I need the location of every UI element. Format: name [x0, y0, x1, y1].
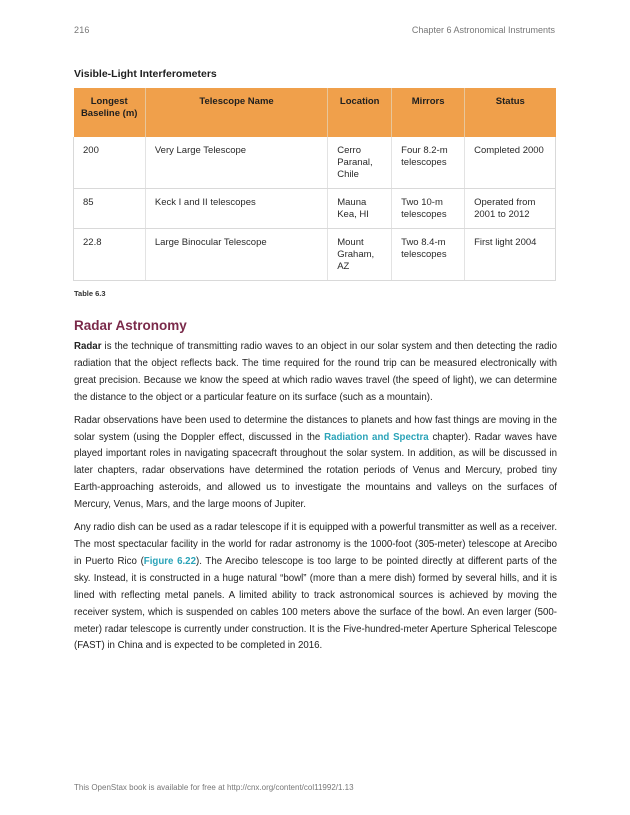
- column-header: Telescope Name: [145, 88, 327, 137]
- table-row: [74, 229, 556, 281]
- table-cell: Mount Graham, AZ: [328, 229, 392, 281]
- table-cell: 85: [74, 189, 146, 229]
- paragraph: [74, 339, 557, 407]
- table-row: [74, 189, 556, 229]
- paragraph: [74, 413, 557, 514]
- footer: This OpenStax book is available for free at http://cnx.org/content/col11992/1.13: [74, 783, 354, 792]
- figure-link[interactable]: Figure 6.22: [143, 555, 196, 567]
- section-body: [74, 339, 557, 661]
- table-cell: Mauna Kea, HI: [328, 189, 392, 229]
- table-header-row: [74, 88, 556, 137]
- paragraph-text: ). The Arecibo telescope is too large to be pointed directly at different parts of the sky. Instead, it is constructed in a huge natural “bowl” (more than a mere dish) formed by several hills, and it is lined with reflecting metal panels. A limited ability to track astronomical sources is achieved by moving the receiver system, which is suspended on cables 100 meters above the surface of the bowl. An even larger (500-meter) radar telescope is currently under construction. It is the Five-hundred-meter Aperture Spherical Telescope (FAST) in China and is expected to be completed in 2016.: [74, 555, 558, 652]
- table-cell: Two 10-m telescopes: [392, 189, 465, 229]
- paragraph-text: is the technique of transmitting radio waves to an object in our solar system and then detecting the radio radiation that the object reflects back. The time required for the round trip can be measured electronically with great precision. Because we know the speed at which radio waves travel (the speed of light), we can determine the distance to the object or a particular feature on its surface (such as a mountain).: [74, 341, 557, 403]
- table-cell: Operated from 2001 to 2012: [465, 189, 556, 229]
- chapter-link[interactable]: Radiation and Spectra: [324, 431, 429, 443]
- column-header: Mirrors: [392, 88, 465, 137]
- paragraph-text: chapter). Radar waves have played important roles in navigating spacecraft throughout the solar system. In addition, as will be discussed in later chapters, radar observations have determined the rotation periods of Venus and Mercury, probed tiny Earth-approaching asteroids, and allowed us to investigate the mountains and valleys on the surfaces of Mercury, Venus, Mars, and the large moons of Jupiter.: [74, 431, 557, 511]
- paragraph-text: Radar observations have been used to determine the distances to planets and how fast things are moving in the solar system (using the Doppler effect, discussed in the: [74, 414, 557, 443]
- table-row: [74, 137, 556, 189]
- table-cell: Very Large Telescope: [145, 137, 327, 189]
- table-cell: 22.8: [74, 229, 146, 281]
- page-number: 216: [74, 25, 90, 35]
- table-cell: 200: [74, 137, 146, 189]
- key-term: Radar: [74, 341, 102, 352]
- table-cell: Cerro Paranal, Chile: [328, 137, 392, 189]
- table-caption: Table 6.3: [74, 289, 106, 298]
- table-cell: First light 2004: [465, 229, 556, 281]
- table-cell: Four 8.2-m telescopes: [392, 137, 465, 189]
- table-cell: Two 8.4-m telescopes: [392, 229, 465, 281]
- table-cell: Large Binocular Telescope: [145, 229, 327, 281]
- paragraph: [74, 520, 557, 655]
- running-head: Chapter 6 Astronomical Instruments: [411, 25, 555, 35]
- column-header: Longest Baseline (m): [74, 88, 146, 137]
- column-header: Location: [328, 88, 392, 137]
- section-heading: Radar Astronomy: [74, 318, 187, 333]
- interferometers-table: [73, 88, 556, 281]
- column-header: Status: [465, 88, 556, 137]
- table-title: Visible-Light Interferometers: [74, 68, 217, 80]
- table-cell: Completed 2000: [465, 137, 556, 189]
- table-cell: Keck I and II telescopes: [145, 189, 327, 229]
- paragraph-text: Any radio dish can be used as a radar telescope if it is equipped with a powerful transmitter as well as a receiver. The most spectacular facility in the world for radar astronomy is the 1000-foot (305-meter) telescope at Arecibo in Puerto Rico (: [74, 522, 558, 567]
